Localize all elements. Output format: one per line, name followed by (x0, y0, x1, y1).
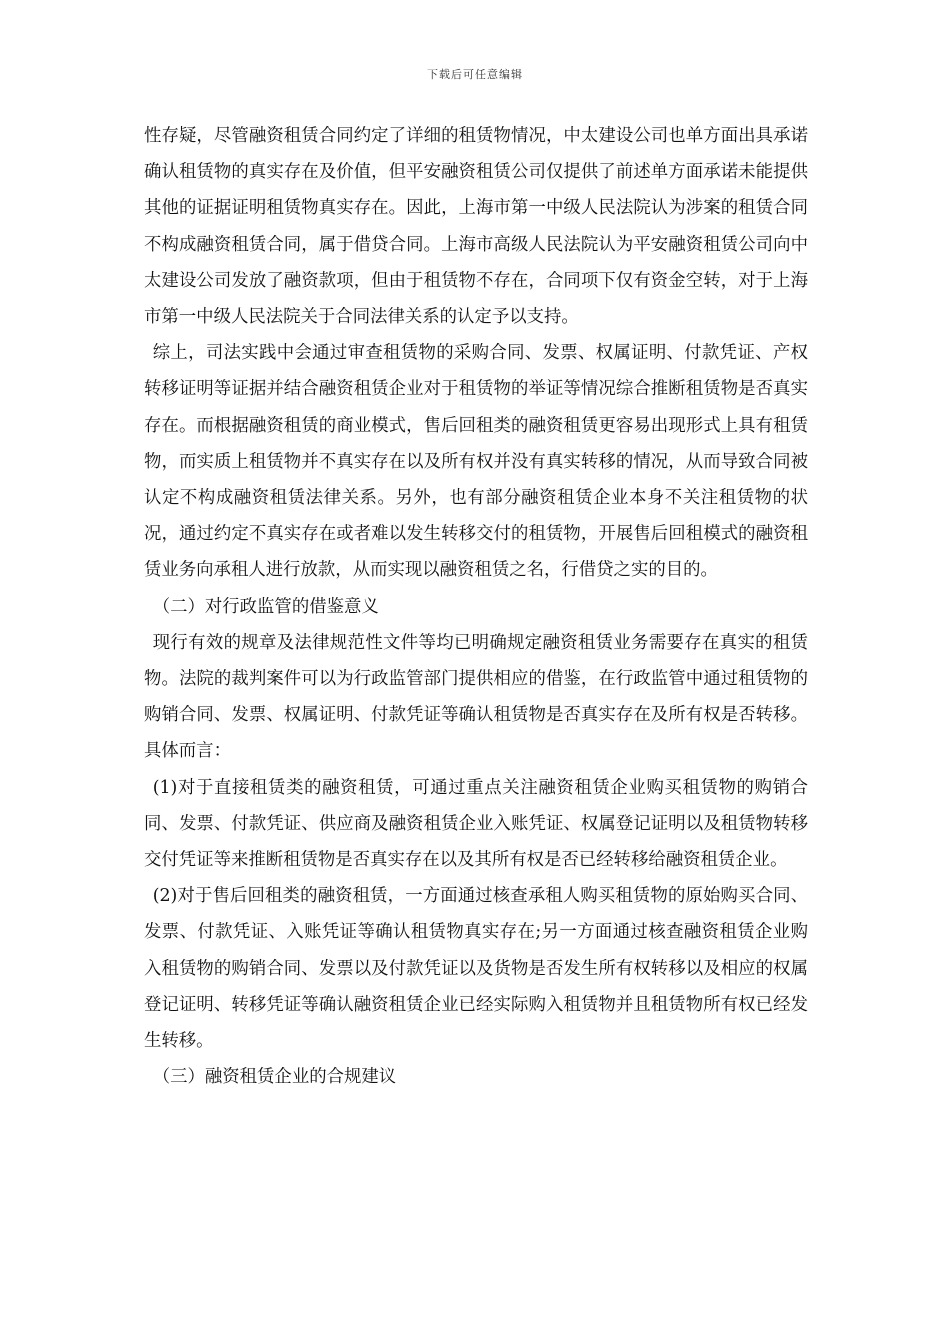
page-header: 下载后可任意编辑 (427, 68, 523, 81)
document-body (144, 118, 808, 1095)
section-heading-3: （三）融资租赁企业的合规建议 (152, 1067, 397, 1088)
list-item-2: (2)对于售后回租类的融资租赁，一方面通过核查承租人购买租赁物的原始购买合同、发票、付款凭证、入账凭证等确认租赁物真实存在;另一方面通过核查融资租赁企业购入租赁物的购销合同、发票以及付款凭证以及货物是否发生所有权转移以及相应的权属登记证明、转移凭证等确认融资租赁企业已经实际购入租赁物并且租赁物所有权已经发生转移。 (144, 886, 808, 1052)
paragraph-3: 现行有效的规章及法律规范性文件等均已明确规定融资租赁业务需要存在真实的租赁物。法院的裁判案件可以为行政监管部门提供相应的借鉴，在行政监管中通过租赁物的购销合同、发票、权属证明、付款凭证等确认租赁物是否真实存在及所有权是否转移。具体而言： (144, 632, 808, 762)
paragraph-2: 综上，司法实践中会通过审查租赁物的采购合同、发票、权属证明、付款凭证、产权转移证明等证据并结合融资租赁企业对于租赁物的举证等情况综合推断租赁物是否真实存在。而根据融资租赁的商业模式，售后回租类的融资租赁更容易出现形式上具有租赁物，而实质上租赁物并不真实存在以及所有权并没有真实转移的情况，从而导致合同被认定不构成融资租赁法律关系。另外，也有部分融资租赁企业本身不关注租赁物的状况，通过约定不真实存在或者难以发生转移交付的租赁物，开展售后回租模式的融资租赁业务向承租人进行放款，从而实现以融资租赁之名，行借贷之实的目的。 (144, 343, 808, 581)
paragraph-1: 性存疑，尽管融资租赁合同约定了详细的租赁物情况，中太建设公司也单方面出具承诺确认租赁物的真实存在及价值，但平安融资租赁公司仅提供了前述单方面承诺未能提供其他的证据证明租赁物真实存在。因此，上海市第一中级人民法院认为涉案的租赁合同不构成融资租赁合同，属于借贷合同。上海市高级人民法院认为平安融资租赁公司向中太建设公司发放了融资款项，但由于租赁物不存在，合同项下仅有资金空转，对于上海市第一中级人民法院关于合同法律关系的认定予以支持。 (144, 126, 808, 328)
list-item-1: (1)对于直接租赁类的融资租赁，可通过重点关注融资租赁企业购买租赁物的购销合同、发票、付款凭证、供应商及融资租赁企业入账凭证、权属登记证明以及租赁物转移交付凭证等来推断租赁物是否真实存在以及其所有权是否已经转移给融资租赁企业。 (144, 777, 808, 871)
section-heading-2: （二）对行政监管的借鉴意义 (152, 596, 379, 617)
